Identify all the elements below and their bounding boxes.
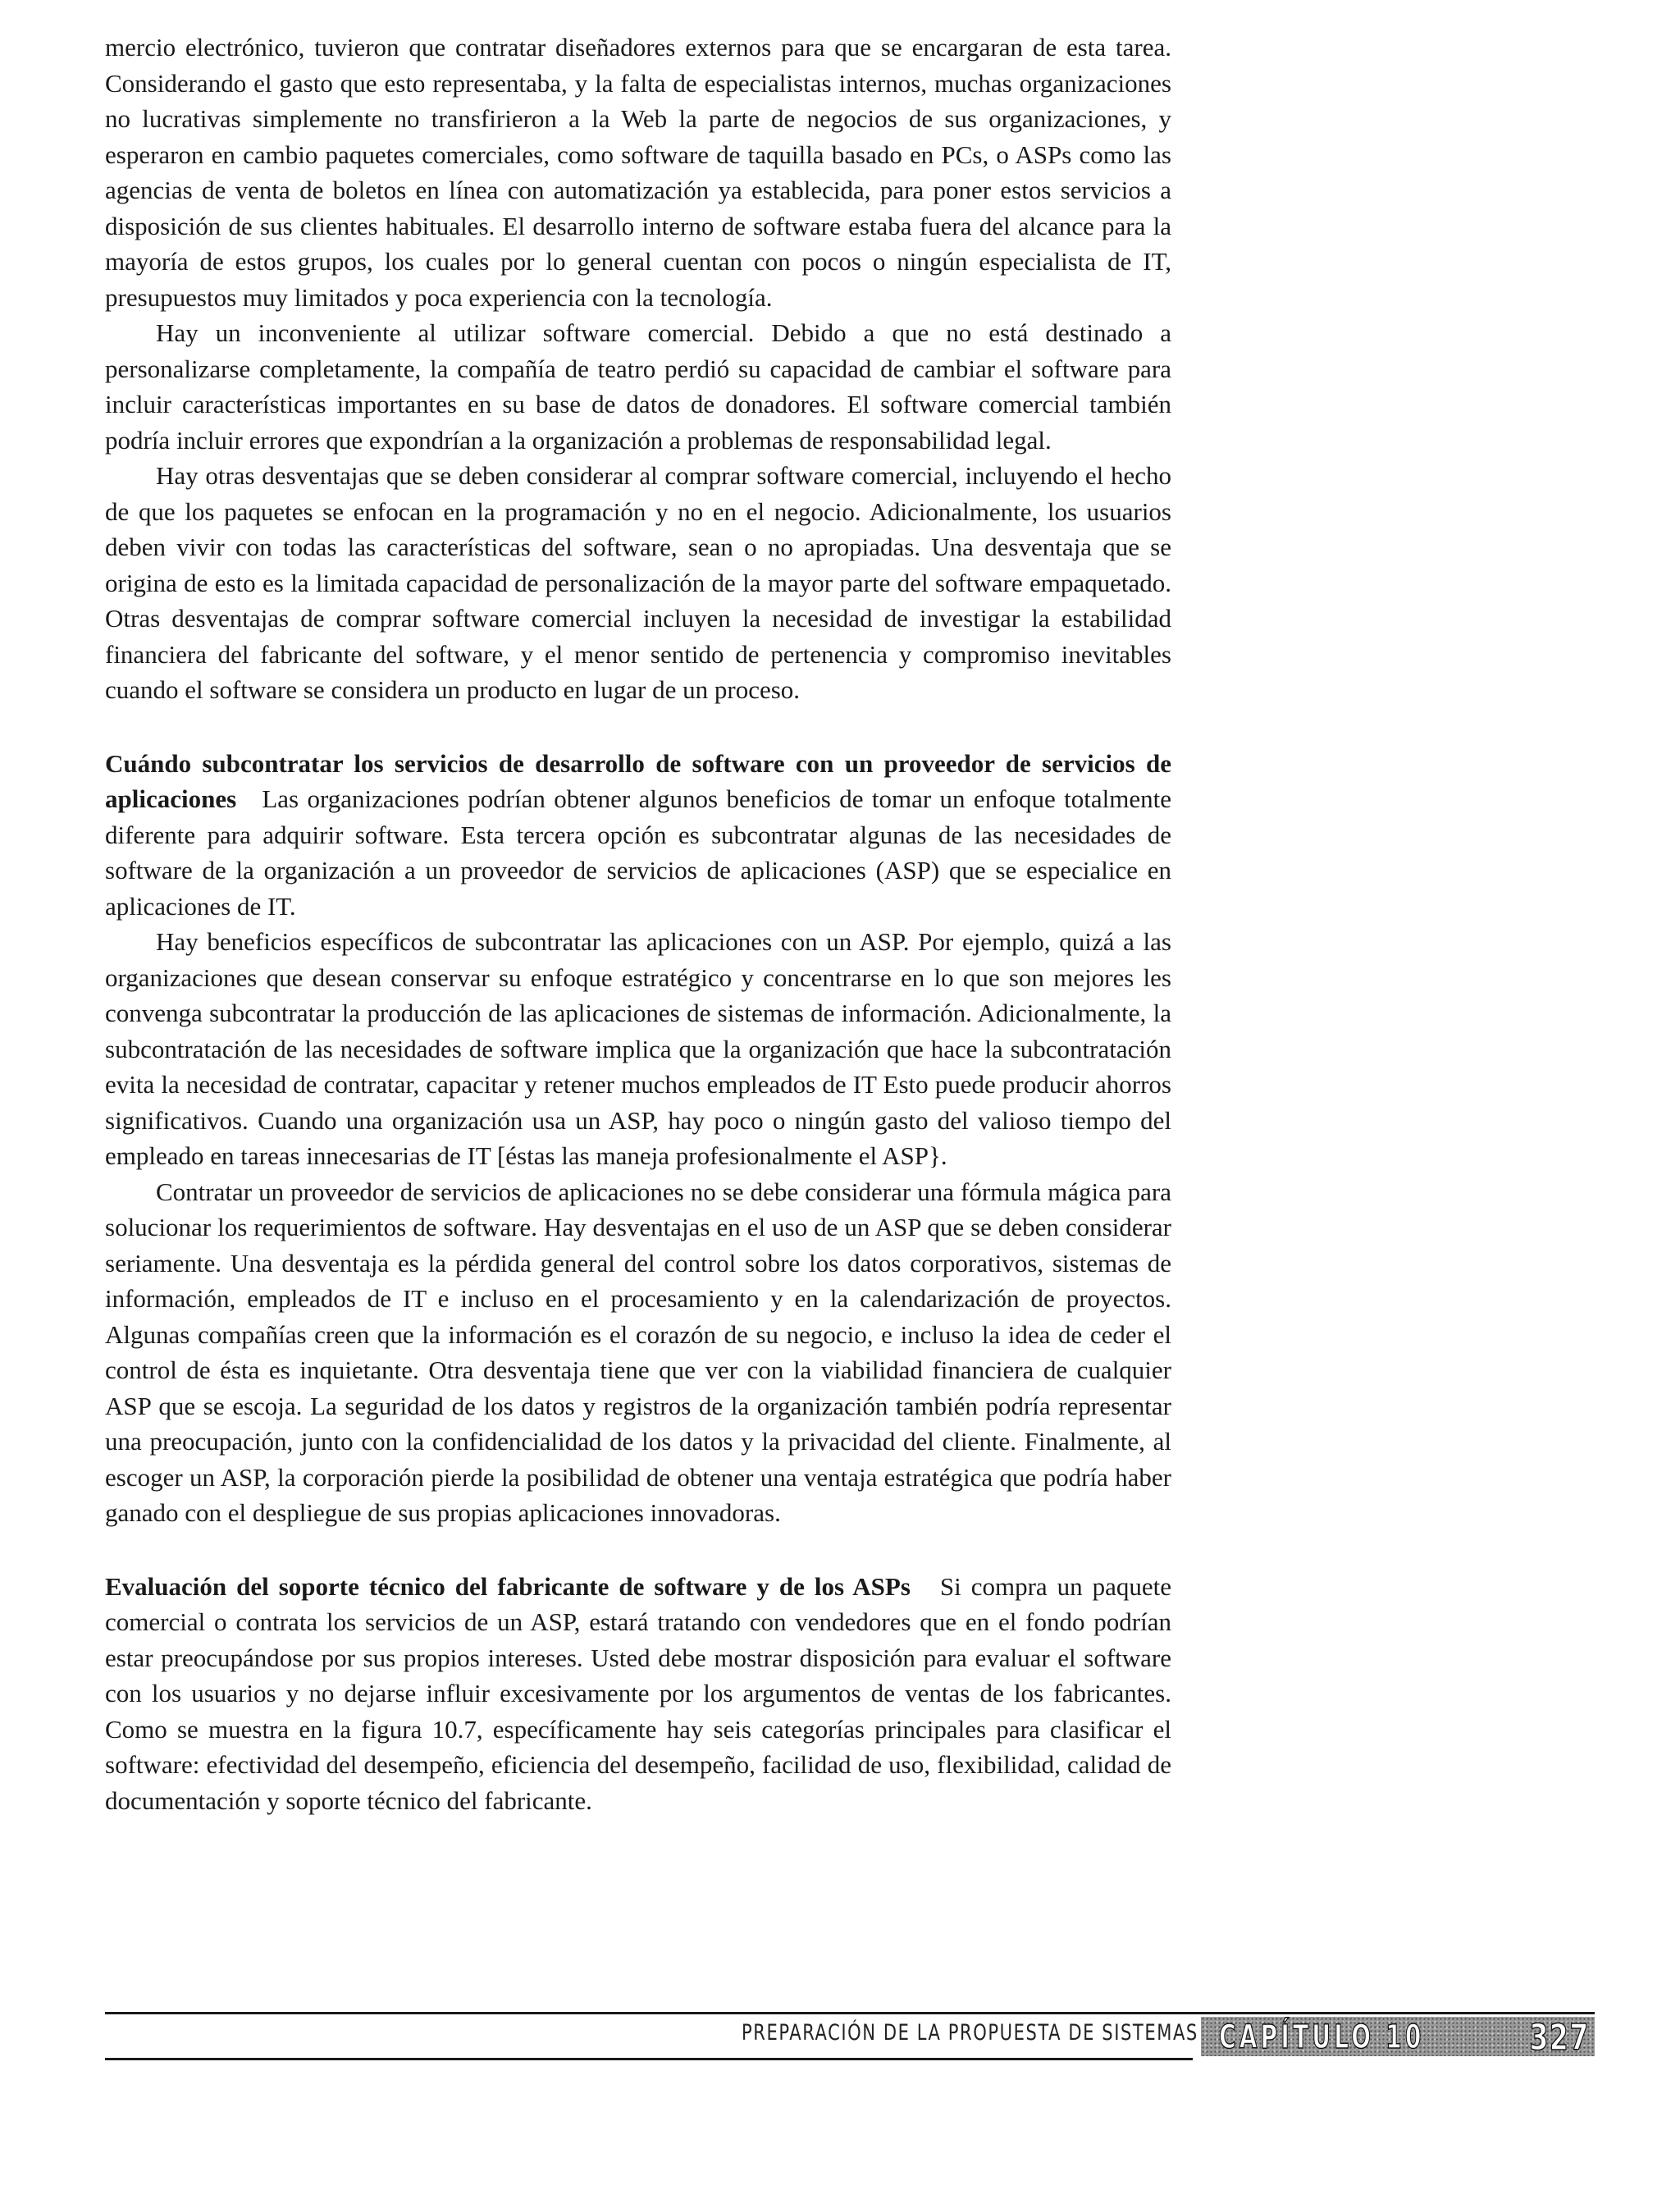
paragraph-3: Hay otras desventajas que se deben considerar al comprar software comercial, incluyendo el hecho de que los paquetes se enfocan en la programación y no en el negocio. Adicionalmente, los usuarios deben vivir con todas las características del software, sean o no apropiadas. Una desventaja que se origina de esto es la limitada capacidad de personalización de la mayor parte del software empaquetado. Otras desventajas de comprar software comercial incluyen la necesidad de investigar la estabilidad financiera del fabricante del software, y el menor sentido de pertenencia y compromiso inevitables cuando el software se considera un producto en lugar de un proceso.	[105, 461, 1171, 704]
page-body	[105, 30, 1171, 1818]
page-footer	[105, 2012, 1595, 2061]
section-vendor-support	[105, 1569, 1171, 1819]
paragraph-5: Hay beneficios específicos de subcontratar las aplicaciones con un ASP. Por ejemplo, quizá a las organizaciones que desean conservar su enfoque estratégico y concentrarse en lo que son mejores les convenga subcontratar la producción de las aplicaciones de sistemas de información. Adicionalmente, la subcontratación de las necesidades de software implica que la organización que hace la subcontratación evita la necesidad de contratar, capacitar y retener muchos empleados de IT Esto puede producir ahorros significativos. Cuando una organización usa un ASP, hay poco o ningún gasto del valioso tiempo del empleado en tareas innecesarias de IT [éstas las maneja profesionalmente el ASP}.	[105, 927, 1171, 1170]
paragraph-4: Las organizaciones podrían obtener algunos beneficios de tomar un enfoque totalmente diferente para adquirir software. Esta tercera opción es subcontratar algunas de las necesidades de software de la organización a un proveedor de servicios de aplicaciones (ASP) que se especialice en aplicaciones de IT.	[105, 784, 1171, 921]
footer-rule-bottom	[105, 2058, 1193, 2060]
page-number: 327	[1529, 2017, 1590, 2059]
chapter-label: CAPÍTULO 10	[1219, 2018, 1425, 2056]
paragraph-7: Si compra un paquete comercial o contrata los servicios de un ASP, estará tratando con vendedores que en el fondo podrían estar preocupándose por sus propios intereses. Usted debe mostrar disposición para evaluar el software con los usuarios y no dejarse influir excesivamente por los argumentos de ventas de los fabricantes. Como se muestra en la figura 10.7, específicamente hay seis categorías principales para clasificar el software: efectividad del desempeño, eficiencia del desempeño, facilidad de uso, flexibilidad, calidad de documentación y soporte técnico del fabricante.	[105, 1571, 1172, 1815]
section-heading-vendor-support: Evaluación del soporte técnico del fabricante de software y de los ASPs	[105, 1571, 911, 1601]
paragraph-1: mercio electrónico, tuvieron que contratar diseñadores externos para que se encargaran de esta tarea. Considerando el gasto que esto representaba, y la falta de especialistas internos, muchas organizaciones no lucrativas simplemente no transfirieron a la Web la parte de negocios de sus organizaciones, y esperaron en cambio paquetes comerciales, como software de taquilla basado en PCs, o ASPs como las agencias de venta de boletos en línea con automatización ya establecida, para poner estos servicios a disposición de sus clientes habituales. El desarrollo interno de software estaba fuera del alcance para la mayoría de estos grupos, los cuales por lo general cuentan con pocos o ningún especialista de IT, presupuestos muy limitados y poca experiencia con la tecnología.	[105, 33, 1171, 312]
paragraph-6: Contratar un proveedor de servicios de aplicaciones no se debe considerar una fórmula mágica para solucionar los requerimientos de software. Hay desventajas en el uso de un ASP que se deben considerar seriamente. Una desventaja es la pérdida general del control sobre los datos corporativos, sistemas de información, empleados de IT e incluso en el procesamiento y en la calendarización de proyectos. Algunas compañías creen que la información es el corazón de su negocio, e incluso la idea de ceder el control de ésta es inquietante. Otra desventaja tiene que ver con la viabilidad financiera de cualquier ASP que se escoja. La seguridad de los datos y registros de la organización también podría representar una preocupación, junto con la confidencialidad de los datos y la privacidad del cliente. Finalmente, al escoger un ASP, la corporación pierde la posibilidad de obtener una ventaja estratégica que podría haber ganado con el despliegue de sus propias aplicaciones innovadoras.	[105, 1177, 1171, 1527]
chapter-tab	[1201, 2017, 1595, 2059]
running-title: PREPARACIÓN DE LA PROPUESTA DE SISTEMAS	[742, 2020, 1198, 2046]
paragraph-2: Hay un inconveniente al utilizar software comercial. Debido a que no está destinado a personalizarse completamente, la compañía de teatro perdió su capacidad de cambiar el software para incluir características importantes en su base de datos de donadores. El software comercial también podría incluir errores que expondrían a la organización a problemas de responsabilidad legal.	[105, 318, 1171, 455]
section-asp	[105, 746, 1171, 925]
section-heading-asp: Cuándo subcontratar los servicios de desarrollo de software con un proveedor de servicios de aplicaciones	[105, 748, 1171, 813]
footer-rule-top	[105, 2012, 1595, 2014]
